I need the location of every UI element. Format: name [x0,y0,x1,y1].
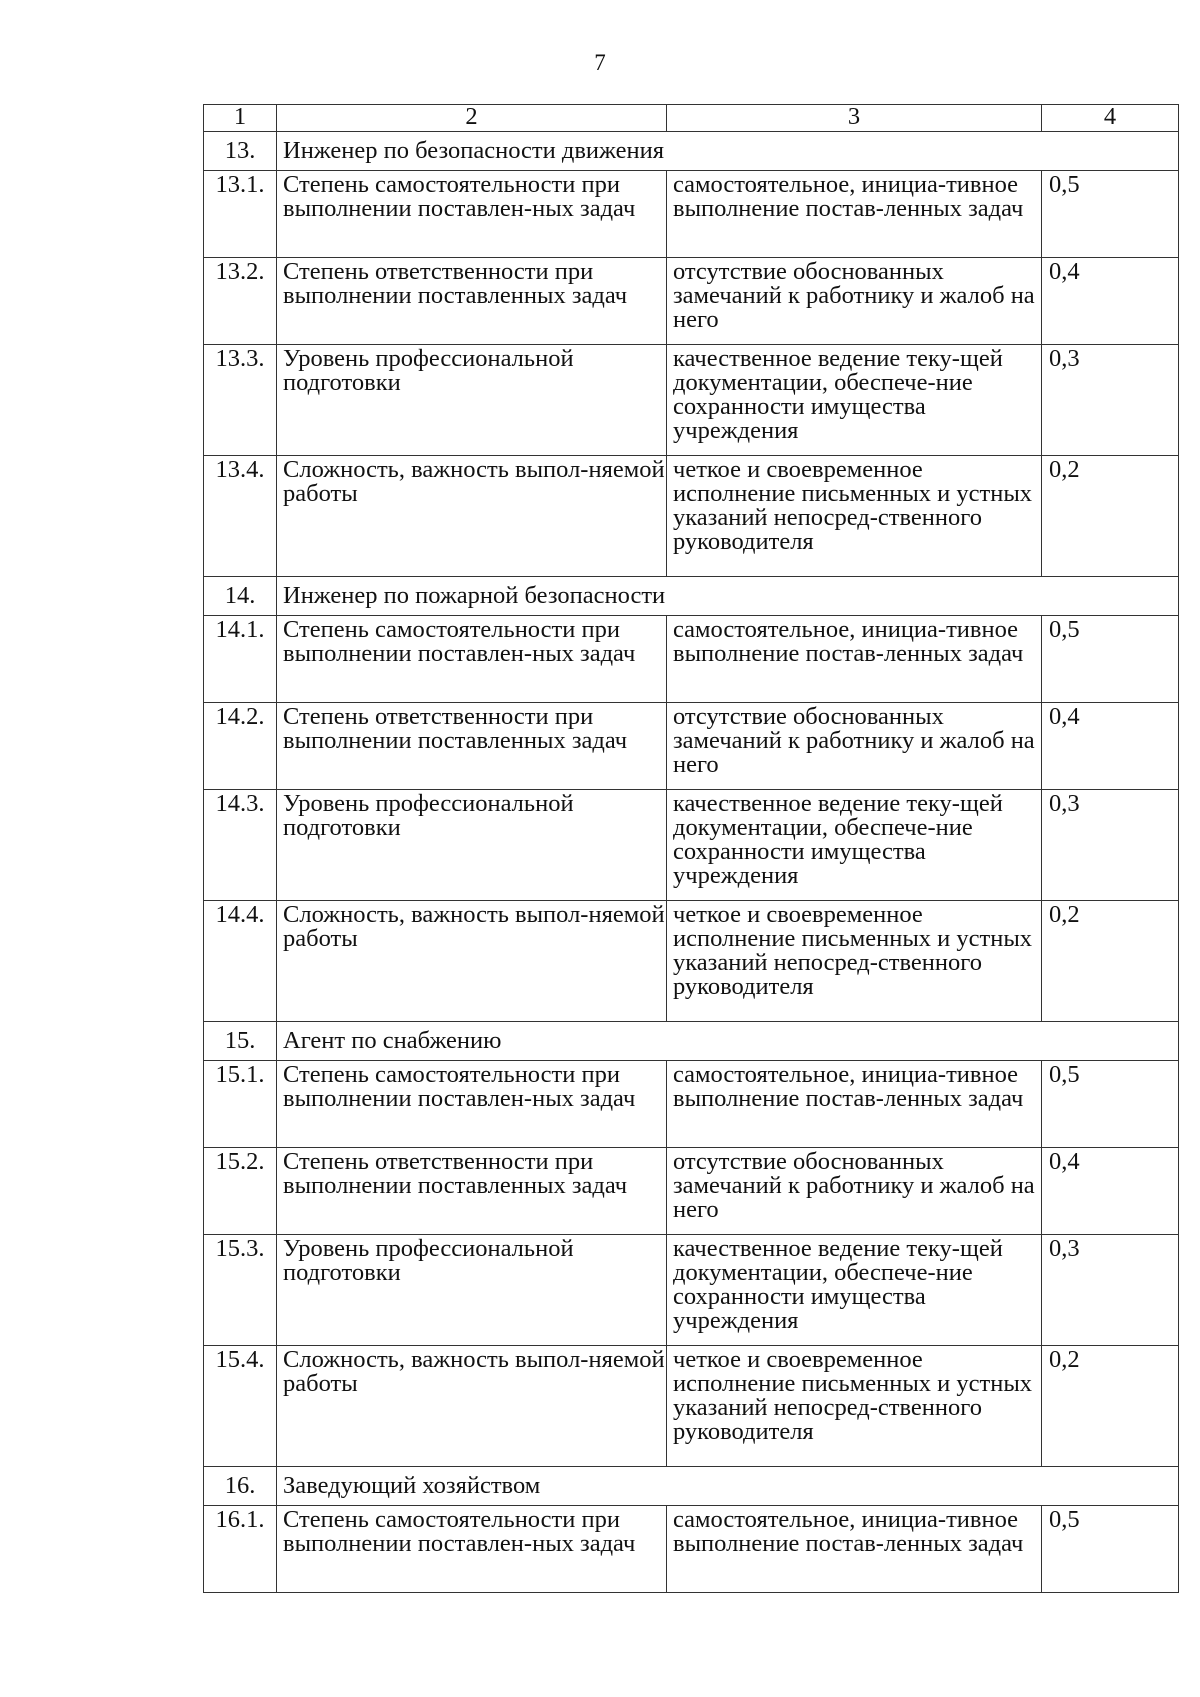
section-header-row [204,1022,1179,1061]
table-row [204,616,1179,703]
table-row [204,1148,1179,1235]
value-cell: 0,2 [1042,456,1179,577]
item-number: 15.1. [204,1061,277,1148]
indicator-cell: качественное ведение теку-щей документации, обеспече-ние сохранности имущества учреждения [667,790,1042,901]
value-cell: 0,2 [1042,901,1179,1022]
criteria-table [203,104,1179,1593]
indicator-cell: отсутствие обоснованных замечаний к работнику и жалоб на него [667,258,1042,345]
indicator-cell: качественное ведение теку-щей документации, обеспече-ние сохранности имущества учреждения [667,345,1042,456]
value-cell: 0,4 [1042,1148,1179,1235]
table-row [204,1346,1179,1467]
item-number: 15.2. [204,1148,277,1235]
value-cell: 0,4 [1042,703,1179,790]
value-cell: 0,5 [1042,1506,1179,1593]
criterion-cell: Сложность, важность выпол-няемой работы [277,456,667,577]
item-number: 13.3. [204,345,277,456]
item-number: 13.1. [204,171,277,258]
table-row [204,1061,1179,1148]
table-row [204,258,1179,345]
section-title: Агент по снабжению [277,1022,1179,1061]
section-header-row [204,1467,1179,1506]
section-title: Инженер по пожарной безопасности [277,577,1179,616]
value-cell: 0,2 [1042,1346,1179,1467]
section-title: Инженер по безопасности движения [277,132,1179,171]
table-row [204,901,1179,1022]
item-number: 15.4. [204,1346,277,1467]
value-cell: 0,5 [1042,1061,1179,1148]
section-header-row [204,132,1179,171]
item-number: 15.3. [204,1235,277,1346]
section-number: 14. [204,577,277,616]
column-header-4: 4 [1042,105,1179,132]
criterion-cell: Степень самостоятельности при выполнении поставлен-ных задач [277,616,667,703]
column-header-2: 2 [277,105,667,132]
table-row [204,790,1179,901]
value-cell: 0,4 [1042,258,1179,345]
table-row [204,456,1179,577]
item-number: 14.1. [204,616,277,703]
indicator-cell: самостоятельное, инициа-тивное выполнение постав-ленных задач [667,171,1042,258]
criterion-cell: Степень самостоятельности при выполнении поставлен-ных задач [277,1061,667,1148]
item-number: 13.2. [204,258,277,345]
value-cell: 0,3 [1042,1235,1179,1346]
item-number: 14.4. [204,901,277,1022]
indicator-cell: отсутствие обоснованных замечаний к работнику и жалоб на него [667,1148,1042,1235]
indicator-cell: четкое и своевременное исполнение письменных и устных указаний непосред-ственного руководителя [667,456,1042,577]
criterion-cell: Сложность, важность выпол-няемой работы [277,1346,667,1467]
table-row [204,171,1179,258]
criterion-cell: Уровень профессиональной подготовки [277,1235,667,1346]
page-number: 7 [594,50,606,75]
criterion-cell: Степень самостоятельности при выполнении поставлен-ных задач [277,171,667,258]
item-number: 14.2. [204,703,277,790]
indicator-cell: самостоятельное, инициа-тивное выполнение постав-ленных задач [667,1506,1042,1593]
section-number: 13. [204,132,277,171]
section-number: 15. [204,1022,277,1061]
value-cell: 0,5 [1042,616,1179,703]
item-number: 13.4. [204,456,277,577]
section-title: Заведующий хозяйством [277,1467,1179,1506]
criterion-cell: Степень самостоятельности при выполнении поставлен-ных задач [277,1506,667,1593]
criterion-cell: Уровень профессиональной подготовки [277,790,667,901]
item-number: 16.1. [204,1506,277,1593]
criterion-cell: Степень ответственности при выполнении поставленных задач [277,703,667,790]
indicator-cell: четкое и своевременное исполнение письменных и устных указаний непосред-ственного руководителя [667,901,1042,1022]
value-cell: 0,3 [1042,790,1179,901]
criterion-cell: Уровень профессиональной подготовки [277,345,667,456]
section-number: 16. [204,1467,277,1506]
table-row [204,1506,1179,1593]
value-cell: 0,3 [1042,345,1179,456]
criterion-cell: Степень ответственности при выполнении поставленных задач [277,1148,667,1235]
column-header-1: 1 [204,105,277,132]
table-row [204,703,1179,790]
section-header-row [204,577,1179,616]
table-row [204,1235,1179,1346]
indicator-cell: четкое и своевременное исполнение письменных и устных указаний непосред-ственного руководителя [667,1346,1042,1467]
criterion-cell: Сложность, важность выпол-няемой работы [277,901,667,1022]
indicator-cell: самостоятельное, инициа-тивное выполнение постав-ленных задач [667,1061,1042,1148]
table-row [204,345,1179,456]
column-header-row [204,105,1179,132]
indicator-cell: отсутствие обоснованных замечаний к работнику и жалоб на него [667,703,1042,790]
criterion-cell: Степень ответственности при выполнении поставленных задач [277,258,667,345]
criteria-table-body [204,105,1179,1593]
value-cell: 0,5 [1042,171,1179,258]
item-number: 14.3. [204,790,277,901]
indicator-cell: самостоятельное, инициа-тивное выполнение постав-ленных задач [667,616,1042,703]
indicator-cell: качественное ведение теку-щей документации, обеспече-ние сохранности имущества учреждения [667,1235,1042,1346]
column-header-3: 3 [667,105,1042,132]
